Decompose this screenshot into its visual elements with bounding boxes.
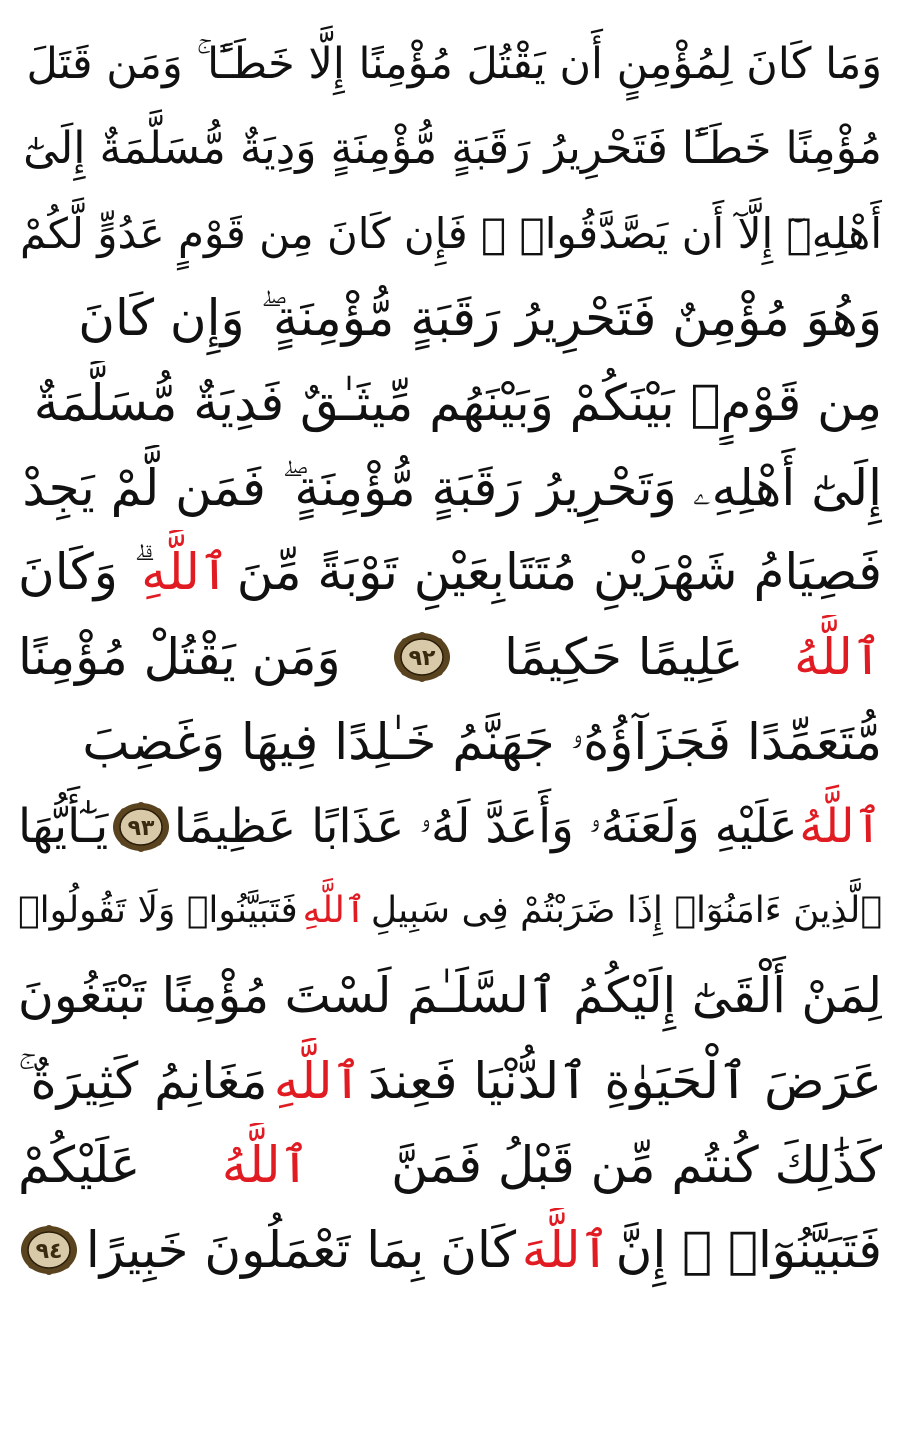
verse-text: عَرَضَ ٱلْحَيَوٰةِ ٱلدُّنْيَا فَعِندَ bbox=[368, 1051, 882, 1110]
verse-text: عَلَيْكُمْ bbox=[18, 1136, 141, 1195]
verse-line bbox=[18, 954, 882, 1039]
verse-text: وَهُوَ مُؤْمِنٌ فَتَحْرِيرُ رَقَبَةٍ مُّؤْمِنَةٍ ۖ وَإِن كَانَ bbox=[78, 289, 882, 348]
verse-line bbox=[18, 1123, 882, 1208]
verse-line bbox=[18, 700, 882, 785]
verse-text: لِمَنْ أَلْقَىٰٓ إِلَيْكُمُ ٱلسَّلَـٰمَ لَسْتَ مُؤْمِنًا تَبْتَغُونَ bbox=[18, 967, 882, 1025]
ayah-number: ٩٤ bbox=[35, 1238, 63, 1264]
verse-text: كَانَ بِمَا تَعْمَلُونَ خَبِيرًا bbox=[85, 1220, 516, 1279]
verse-text: وَمَا كَانَ لِمُؤْمِنٍ أَن يَقْتُلَ مُؤْمِنًا إِلَّا خَطَـًٔا ۚ وَمَن قَتَلَ bbox=[26, 38, 882, 89]
divine-name-text: ٱللَّهُ bbox=[794, 628, 882, 687]
verse-line bbox=[18, 107, 882, 192]
verse-line bbox=[18, 361, 882, 446]
divine-name-text: ٱللَّهُ bbox=[799, 799, 882, 855]
verse-text: فَتَبَيَّنُوٓا۟ ۚ إِنَّ bbox=[615, 1220, 882, 1279]
divine-name-text: ٱللَّهُ bbox=[221, 1136, 310, 1195]
ayah-number: ٩٢ bbox=[408, 646, 436, 672]
verse-line bbox=[18, 445, 882, 530]
verse-text: فَصِيَامُ شَهْرَيْنِ مُتَتَابِعَيْنِ تَوْبَةً مِّنَ bbox=[236, 543, 882, 602]
verse-text: أَهْلِهِۦٓ إِلَّآ أَن يَصَّدَّقُوا۟ ۚ فَإِن كَانَ مِن قَوْمٍ عَدُوٍّ لَّكُمْ bbox=[19, 208, 882, 258]
verse-text: فَتَبَيَّنُوا۟ وَلَا تَقُولُوا۟ bbox=[18, 890, 298, 932]
verse-line bbox=[18, 784, 882, 869]
verse-text: ٱلَّذِينَ ءَامَنُوٓا۟ إِذَا ضَرَبْتُمْ فِى سَبِيلِ bbox=[370, 890, 882, 932]
verse-text: عَلِيمًا حَكِيمًا bbox=[504, 628, 744, 687]
ayah-number-marker-icon bbox=[110, 800, 172, 854]
divine-name-text: ٱللَّهَ bbox=[521, 1220, 610, 1279]
verse-line bbox=[18, 22, 882, 107]
verse-text: مَغَانِمُ كَثِيرَةٌ ۚ bbox=[18, 1051, 268, 1110]
verse-line bbox=[18, 276, 882, 361]
verse-text: كَذَٰلِكَ كُنتُم مِّن قَبْلُ فَمَنَّ bbox=[391, 1136, 882, 1195]
verse-line bbox=[18, 869, 882, 954]
verse-line bbox=[18, 615, 882, 700]
verse-line bbox=[18, 530, 882, 615]
verse-text: عَلَيْهِ وَلَعَنَهُۥ وَأَعَدَّ لَهُۥ عَذَابًا عَظِيمًا bbox=[173, 799, 798, 855]
divine-name-text: ٱللَّهِ bbox=[141, 543, 230, 602]
verse-line bbox=[18, 191, 882, 276]
ayah-number-marker-icon bbox=[391, 630, 453, 684]
ayah-number: ٩٣ bbox=[127, 815, 155, 841]
verse-text: ۗ وَكَانَ bbox=[18, 543, 134, 602]
verse-text: وَمَن يَقْتُلْ مُؤْمِنًا bbox=[18, 628, 341, 687]
verse-text: مُؤْمِنًا خَطَـًٔا فَتَحْرِيرُ رَقَبَةٍ مُّؤْمِنَةٍ وَدِيَةٌ مُّسَلَّمَةٌ إِلَىٰٓ bbox=[23, 123, 882, 175]
verse-text: إِلَىٰٓ أَهْلِهِۦ وَتَحْرِيرُ رَقَبَةٍ مُّؤْمِنَةٍ ۖ فَمَن لَّمْ يَجِدْ bbox=[22, 458, 882, 517]
verse-text: مُّتَعَمِّدًا فَجَزَآؤُهُۥ جَهَنَّمُ خَـٰلِدًا فِيهَا وَغَضِبَ bbox=[82, 712, 882, 771]
verse-line bbox=[18, 1038, 882, 1123]
verse-line bbox=[18, 1208, 882, 1293]
divine-name-text: ٱللَّهِ bbox=[273, 1051, 362, 1110]
verse-text: مِن قَوْمٍۭ بَيْنَكُمْ وَبَيْنَهُم مِّيثَـٰقٌ فَدِيَةٌ مُّسَلَّمَةٌ bbox=[33, 374, 882, 433]
divine-name-text: ٱللَّهِ bbox=[302, 890, 366, 932]
verse-text: يَـٰٓأَيُّهَا bbox=[18, 799, 109, 855]
ayah-number-marker-icon bbox=[18, 1223, 80, 1277]
